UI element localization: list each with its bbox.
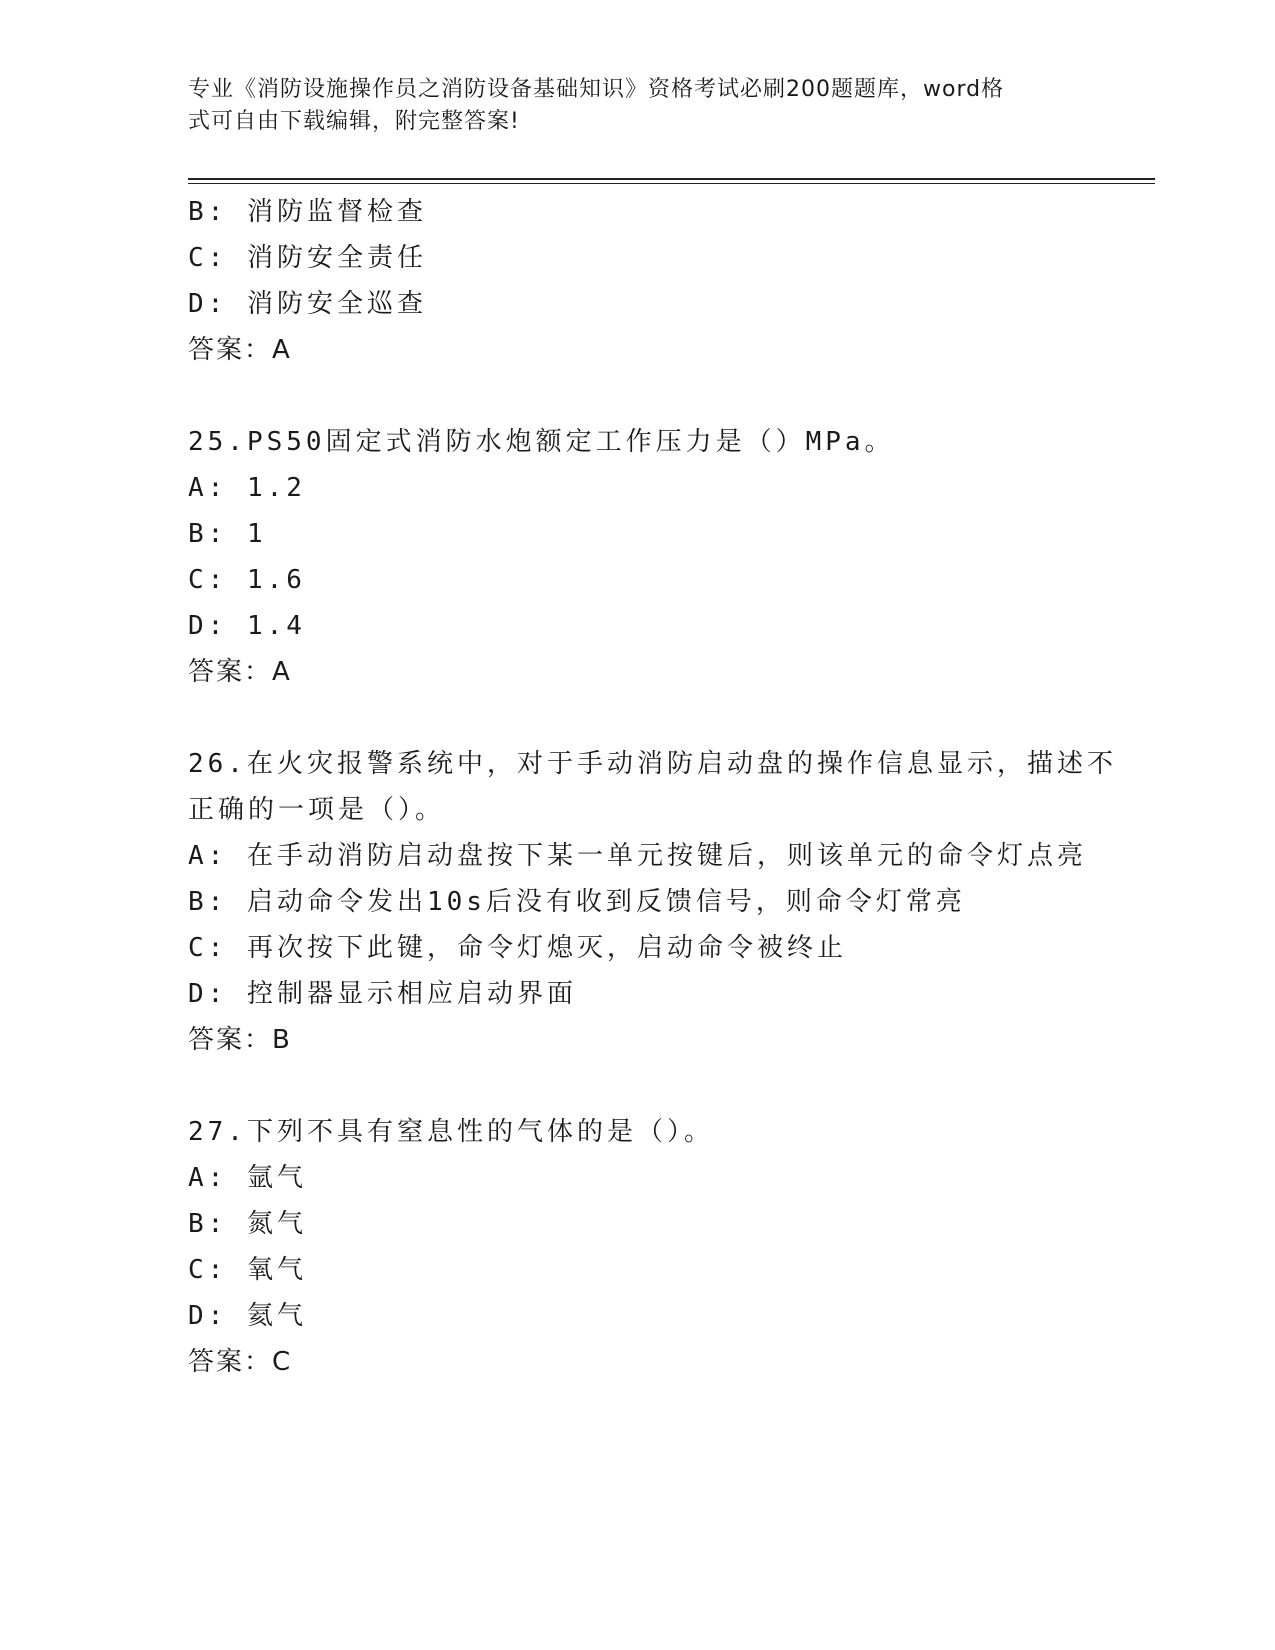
option-d: D: 控制器显示相应启动界面 <box>188 979 577 1009</box>
option-b: B: 消防监督检查 <box>188 197 427 227</box>
option-b: B: 1 <box>188 519 267 549</box>
answer-line: 答案：C <box>188 1347 293 1377</box>
spacer <box>188 1063 1088 1109</box>
option-b: B: 启动命令发出10s后没有收到反馈信号，则命令灯常亮 <box>188 887 966 917</box>
question-list <box>188 189 1117 1385</box>
option-c: C: 消防安全责任 <box>188 243 427 273</box>
question-27 <box>188 1109 1088 1385</box>
question-text-line-1: 26.在火灾报警系统中，对于手动消防启动盘的操作信息显示，描述不 <box>188 749 1117 779</box>
answer-line: 答案：A <box>188 335 292 365</box>
spacer <box>188 373 1088 419</box>
header-line-1: 专业《消防设施操作员之消防设备基础知识》资格考试必刷200题题库，word格 <box>188 77 1005 102</box>
question-24-continued <box>188 189 1088 373</box>
question-25 <box>188 419 1088 695</box>
option-d: D: 氦气 <box>188 1301 307 1331</box>
document-header <box>188 74 1068 138</box>
option-b: B: 氮气 <box>188 1209 307 1239</box>
option-a: A: 在手动消防启动盘按下某一单元按键后，则该单元的命令灯点亮 <box>188 841 1087 871</box>
option-a: A: 氩气 <box>188 1163 307 1193</box>
option-d: D: 消防安全巡查 <box>188 289 427 319</box>
header-divider-thick <box>188 178 1155 180</box>
option-d: D: 1.4 <box>188 611 306 641</box>
header-divider-thin <box>188 183 1155 184</box>
option-a: A: 1.2 <box>188 473 306 503</box>
option-c: C: 再次按下此键，命令灯熄灭，启动命令被终止 <box>188 933 847 963</box>
answer-line: 答案：A <box>188 657 292 687</box>
question-26 <box>188 741 1117 1063</box>
question-text: 27.下列不具有窒息性的气体的是（）。 <box>188 1117 714 1147</box>
question-text-line-2: 正确的一项是（）。 <box>188 795 446 825</box>
spacer <box>188 695 1088 741</box>
option-c: C: 氧气 <box>188 1255 307 1285</box>
header-line-2: 式可自由下载编辑，附完整答案! <box>188 109 520 134</box>
option-c: C: 1.6 <box>188 565 306 595</box>
answer-line: 答案：B <box>188 1025 292 1055</box>
question-text: 25.PS50固定式消防水炮额定工作压力是（）MPa。 <box>188 427 895 457</box>
